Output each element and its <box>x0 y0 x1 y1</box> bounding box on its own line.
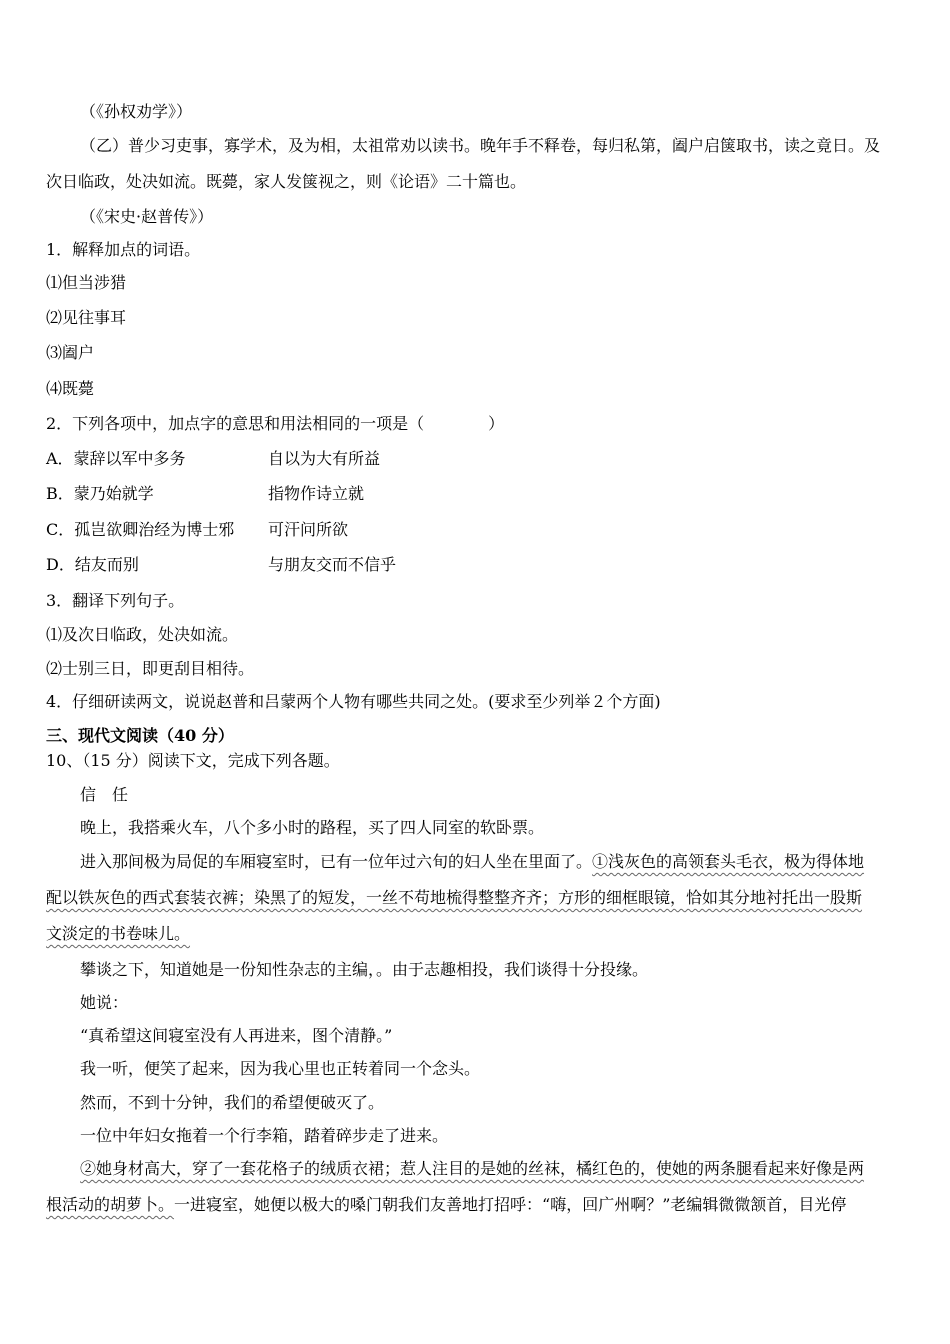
article-paragraph: 晚上，我搭乘火车，八个多小时的路程，买了四人同室的软卧票。 <box>80 818 545 837</box>
article-line <box>46 924 190 944</box>
question-4-stem: 4．仔细研读两文，说说赵普和吕蒙两个人物有哪些共同之处。(要求至少列举２个方面) <box>46 692 661 711</box>
article-paragraph: “真希望这间寝室没有人再进来，图个清静。” <box>80 1026 393 1045</box>
question-3-item: ⑵士别三日，即更刮目相待。 <box>46 659 255 678</box>
marked-sentence-1: ①浅灰色的高领套头毛衣，极为得体地 <box>592 852 865 871</box>
article-text: 一进寝室，她便以极大的嗓门朝我们友善地打招呼：“嗨，回广州啊？”老编辑微微颔首，目光停 <box>174 1195 847 1214</box>
question-2-option-d-right: 与朋友交而不信乎 <box>268 555 397 574</box>
question-2-option-b-left: B．蒙乃始就学 <box>46 484 154 503</box>
question-2-option-d-left: D．结友而别 <box>46 555 139 574</box>
question-2-option-c-right: 可汗问所欲 <box>268 520 349 539</box>
passage-b-line1: （乙）普少习吏事，寡学术，及为相，太祖常劝以读书。晚年手不释卷，每归私第，阖户启箧取书，读之竟日。及 <box>80 136 881 155</box>
question-2-option-a-left: A．蒙辞以军中多务 <box>46 449 186 468</box>
question-2-option-b-right: 指物作诗立就 <box>268 484 365 503</box>
marked-sentence-1: 文淡定的书卷味儿。 <box>46 924 191 943</box>
article-paragraph: 然而，不到十分钟，我们的希望便破灭了。 <box>80 1093 385 1112</box>
question-10-stem: 10、（15 分）阅读下文，完成下列各题。 <box>46 751 340 770</box>
article-paragraph: 攀谈之下，知道她是一份知性杂志的主编，。由于志趣相投，我们谈得十分投缘。 <box>80 960 649 979</box>
article-paragraph <box>80 1159 864 1179</box>
article-line <box>46 1195 846 1215</box>
passage-b-line2: 次日临政，处决如流。既薨，家人发箧视之，则《论语》二十篇也。 <box>46 172 527 191</box>
question-1-item: ⑷既薨 <box>46 379 95 398</box>
question-1-stem: 1．解释加点的词语。 <box>46 240 201 259</box>
question-3-stem: 3．翻译下列句子。 <box>46 591 185 610</box>
question-2-option-c-left: C．孤岂欲卿治经为博士邪 <box>46 520 235 539</box>
question-3-item: ⑴及次日临政，处决如流。 <box>46 625 239 644</box>
article-title: 信 任 <box>80 785 129 804</box>
marked-sentence-1: 配以铁灰色的西式套装衣裤；染黑了的短发，一丝不苟地梳得整整齐齐；方形的细框眼镜，恰如其分地衬托出一股斯 <box>46 888 863 907</box>
question-2-option-a-right: 自以为大有所益 <box>268 449 381 468</box>
marked-sentence-2: ②她身材高大，穿了一套花格子的绒质衣裙；惹人注目的是她的丝袜，橘红色的，使她的两条腿看起来好像是两 <box>80 1159 865 1178</box>
source-note-sun-quan: （《孙权劝学》） <box>80 102 193 121</box>
source-note-song-shi: （《宋史·赵普传》） <box>80 207 214 226</box>
section-3-heading: 三、现代文阅读（40 分） <box>46 726 234 745</box>
article-paragraph: 她说： <box>80 993 129 1012</box>
article-paragraph <box>80 852 864 872</box>
article-paragraph: 一位中年妇女拖着一个行李箱，踏着碎步走了进来。 <box>80 1126 449 1145</box>
article-line <box>46 888 862 908</box>
question-2-stem: 2．下列各项中，加点字的意思和用法相同的一项是（ ） <box>46 414 505 433</box>
article-text: 进入那间极为局促的车厢寝室时，已有一位年过六旬的妇人坐在里面了。 <box>80 852 593 871</box>
question-1-item: ⑵见往事耳 <box>46 308 127 327</box>
marked-sentence-2: 根活动的胡萝卜。 <box>46 1195 175 1214</box>
article-paragraph: 我一听，便笑了起来，因为我心里也正转着同一个念头。 <box>80 1059 481 1078</box>
question-1-item: ⑶阖户 <box>46 343 95 362</box>
question-1-item: ⑴但当涉猎 <box>46 273 127 292</box>
